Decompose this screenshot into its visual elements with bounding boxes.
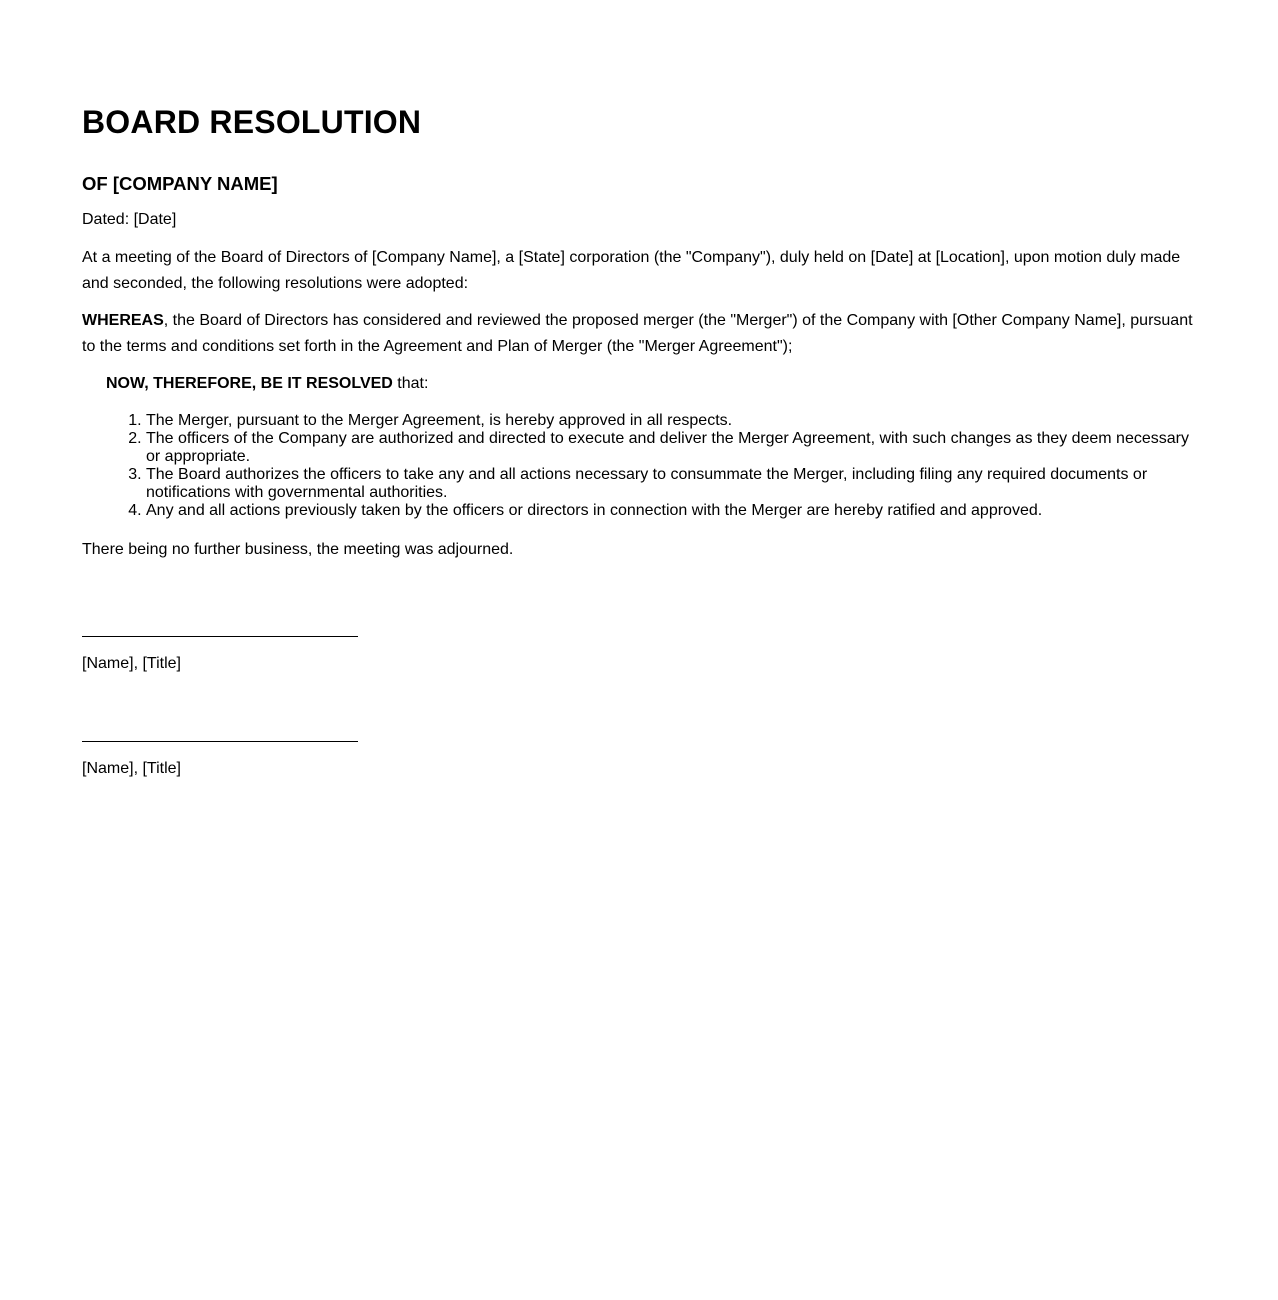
document-subtitle: OF [COMPANY NAME]: [82, 173, 278, 194]
resolved-lead: NOW, THEREFORE, BE IT RESOLVED: [106, 375, 393, 392]
resolved-text: that:: [392, 375, 429, 392]
resolutions-list: [82, 412, 1196, 520]
signature-label: [Name], [Title]: [82, 655, 181, 672]
resolution-item: 2. The officers of the Company are authorized and directed to execute and deliver the Merger Agreement, with such changes as they deem necessary or appropriate.: [146, 430, 1196, 466]
document-title: BOARD RESOLUTION: [82, 104, 422, 140]
whereas-lead: WHEREAS: [82, 312, 164, 329]
whereas-text: , the Board of Directors has considered and reviewed the proposed merger (the "Merger") of the Company with [Other Company Name], pursuant to the terms and conditions set forth in the Agreement and Plan of Merger (the "Merger Agreement");: [82, 312, 1193, 355]
resolution-item: 1. The Merger, pursuant to the Merger Agreement, is hereby approved in all respects.: [146, 412, 1196, 430]
resolution-item: 3. The Board authorizes the officers to take any and all actions necessary to consummate the Merger, including filing any required documents or notifications with governmental authorities.: [146, 466, 1196, 502]
signature-line: [82, 741, 358, 742]
signature-label: [Name], [Title]: [82, 760, 181, 777]
whereas-paragraph: [82, 308, 1196, 360]
signature-line: [82, 636, 358, 637]
closing-paragraph: There being no further business, the meeting was adjourned.: [82, 541, 514, 558]
dated-line: Dated: [Date]: [82, 211, 177, 228]
intro-paragraph: At a meeting of the Board of Directors of [Company Name], a [State] corporation (the "Company"), duly held on [Date] at [Location], upon motion duly made and seconded, the following resolutions were adopted:: [82, 249, 1181, 292]
resolved-paragraph: [106, 373, 428, 395]
resolution-item: 4. Any and all actions previously taken by the officers or directors in connection with the Merger are hereby ratified and approved.: [146, 502, 1196, 520]
